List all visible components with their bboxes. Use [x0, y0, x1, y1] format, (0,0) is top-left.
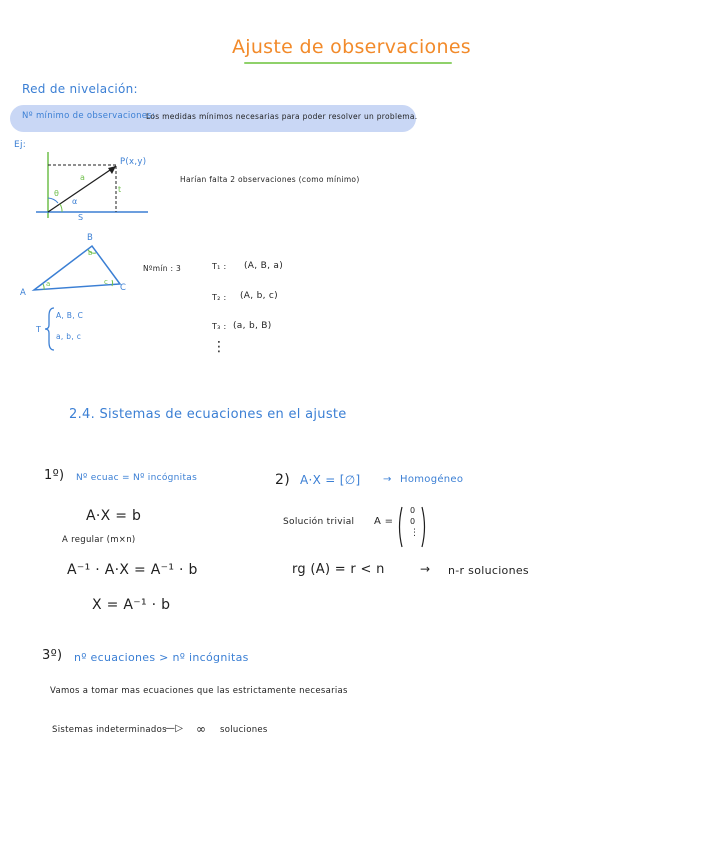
coordinate-diagram [28, 148, 178, 228]
title-underline [244, 62, 452, 64]
angle-a-label: a [46, 280, 51, 288]
case2-trivial: Solución trivial [283, 517, 355, 527]
theta-arc [48, 198, 58, 203]
page-title: Ajuste de observaciones [231, 36, 472, 58]
t3-label: T₃ : [212, 322, 227, 331]
case3-line2-b: soluciones [220, 725, 268, 735]
brace-top-text: A, B, C [56, 311, 84, 320]
vector-entry-3: ⋮ [410, 528, 420, 538]
section-title: 2.4. Sistemas de ecuaciones en el ajuste [69, 407, 347, 422]
case1-note: A regular (m×n) [62, 535, 136, 545]
case1-condition: Nº ecuac = Nº incógnitas [76, 473, 198, 483]
point-label: P(x,y) [120, 157, 147, 167]
vertex-b-label: B [87, 233, 94, 243]
case1-eq2: A⁻¹ · A·X = A⁻¹ · b [67, 562, 198, 578]
case2-a-equals: A = [374, 516, 394, 527]
t-set-label: T [36, 325, 42, 334]
t2-label: T₂ : [212, 293, 227, 302]
case3-line1: Vamos a tomar mas ecuaciones que las estrictamente necesarias [50, 686, 348, 696]
min-observations-text: Los medidas mínimos necesarias para poder resolver un problema. [146, 112, 418, 121]
vertex-a-label: A [20, 288, 27, 298]
case2-homogeneous: Homogéneo [400, 474, 464, 485]
brace-icon [44, 306, 56, 352]
alpha-arc [60, 204, 62, 212]
t2-value: (A, b, c) [240, 291, 278, 301]
alpha-label: α [72, 197, 78, 206]
case2-solutions: n-r soluciones [448, 564, 529, 577]
red-nivelacion-heading: Red de nivelación: [22, 82, 138, 96]
theta-label: θ [54, 189, 60, 198]
angle-c-arc [112, 280, 113, 286]
case3-condition: nº ecuaciones > nº incógnitas [74, 651, 249, 664]
case1-eq1: A·X = b [86, 508, 142, 524]
brace-bottom-text: a, b, c [56, 332, 82, 341]
angle-c-label: c [104, 278, 109, 286]
side-a-label: a [80, 173, 86, 182]
case3-line2-arrow: —▷ [165, 723, 184, 734]
min-observations-label: Nº mínimo de observaciones: [22, 111, 156, 121]
t1-value: (A, B, a) [244, 261, 284, 271]
t3-value: (a, b, B) [233, 321, 272, 331]
case2-arrow2: → [420, 562, 431, 576]
vertex-c-label: C [120, 283, 127, 293]
case2-condition: A·X = [∅] [300, 473, 361, 487]
case2-number: 2) [275, 472, 290, 488]
case1-number: 1º) [44, 468, 65, 483]
case3-number: 3º) [42, 648, 63, 663]
case2-arrow: → [383, 474, 392, 485]
min-number-label: Nºmín : 3 [143, 264, 182, 273]
vector-entry-2: 0 [410, 517, 416, 526]
ellipsis-dots: ⋮ [212, 339, 227, 355]
t-label: t [118, 185, 122, 194]
case3-infinity: ∞ [196, 722, 207, 736]
example-label: Ej: [14, 140, 27, 150]
t1-label: T₁ : [212, 262, 227, 271]
vector-entry-1: 0 [410, 506, 416, 515]
case3-line2-a: Sistemas indeterminados [52, 725, 167, 735]
s-label: S [78, 213, 84, 222]
angle-b-label: b [88, 249, 93, 257]
observations-note: Harían falta 2 observaciones (como mínimo) [180, 175, 360, 184]
case1-eq3: X = A⁻¹ · b [92, 597, 171, 613]
case2-rank: rg (A) = r < n [292, 562, 385, 577]
